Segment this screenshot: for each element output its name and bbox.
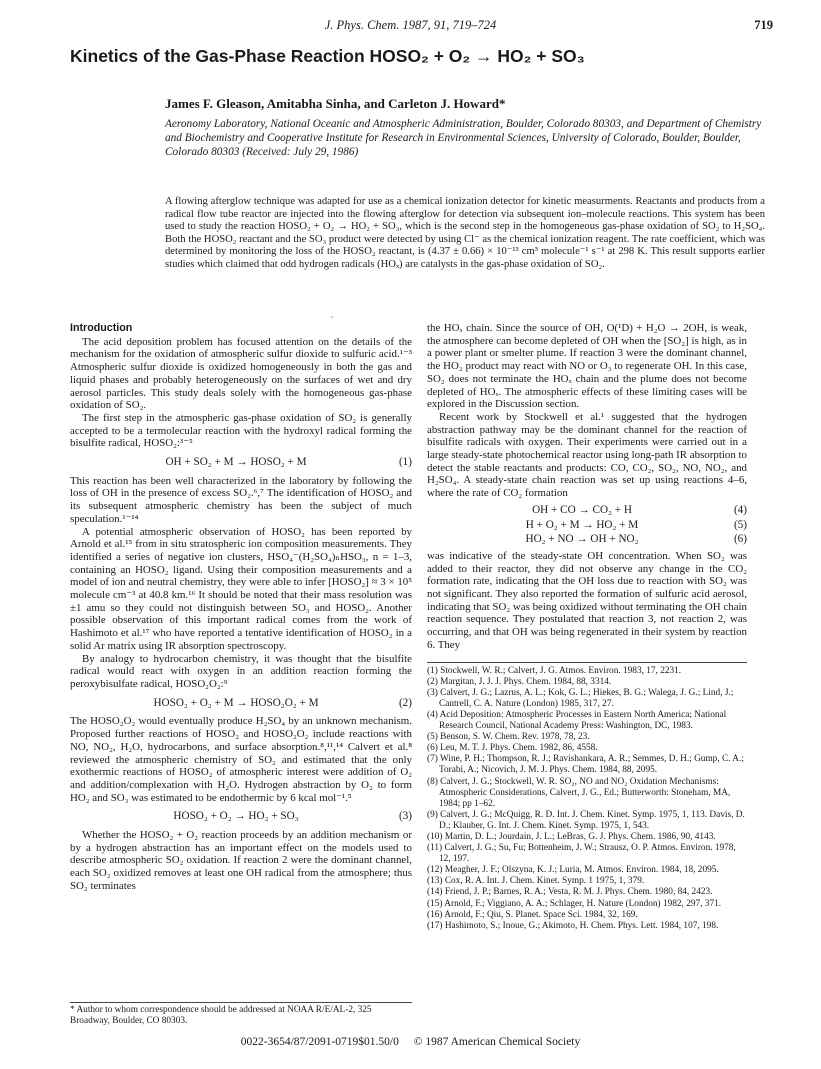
abstract: A flowing afterglow technique was adapted for use as a chemical ionization detector for kinetic measurments. Reactants and products from a radical flow tube reactor are injected into the flowing afterglow for detection via subsequent ion–molecule reactions. This system has been used to study the reaction HOSO₂ + O₂ → HO₂ + SO₃, which is the second step in the homogeneous gas-phase oxidation of SO₂ to H₂SO₄. Both the HOSO₂ reactant and the SO₃ product were detected by using Cl⁻ as the chemical ionization reagent. The rate coefficient, which was determined by monitoring the loss of the HOSO₂ reactant, is (4.37 ± 0.66) × 10⁻¹³ cm³ molecule⁻¹ s⁻¹ at 298 K. This result supports earlier studies which claimed that odd hydrogen radicals (HOₓ) are catalysts in the gas-phase oxidation of SO₂. xyxy=(165,196,765,270)
equation-5 xyxy=(427,519,747,532)
equation-number: (1) xyxy=(398,456,412,469)
article-title: Kinetics of the Gas-Phase Reaction HOSO₂ + O₂ → HO₂ + SO₃ xyxy=(70,46,585,66)
equation-number: (4) xyxy=(733,503,747,516)
equation-body: HOSO₂ + O₂ + M → HOSO₂O₂ + M xyxy=(153,696,319,709)
reference-item: (8) Calvert, J. G.; Stockwell, W. R. SO₂, NO and NO₂ Oxidation Mechanisms: Atmospheric Considerations, Calvert, J. G., Ed.; Butterworth: Stoneham, MA, 1984; pp 1–62. xyxy=(427,776,731,809)
affiliation: Aeronomy Laboratory, National Oceanic and Atmospheric Administration, Boulder, Colorado 80303, and Department of Chemistry and Biochemistry and Cooperative Institute for Research in Environmental Sciences, University of Colorado, Boulder, Boulder, Colorado 80303 (Received: July 29, 1986) xyxy=(165,118,762,158)
equation-1 xyxy=(70,456,412,469)
paragraph: This reaction has been well characterized in the laboratory by following the loss of OH in the presence of excess SO₂.⁶,⁷ The identification of HOSO₂ and its subsequent atmospheric chemistry has been the subject of much speculation.¹⁻¹⁴ xyxy=(70,474,412,525)
equation-2 xyxy=(70,697,412,710)
equation-body: OH + CO → CO₂ + H xyxy=(532,503,632,516)
reference-item: (17) Hashimoto, S.; Inoue, G.; Akimoto, H. Chem. Phys. Lett. 1984, 107, 198. xyxy=(427,920,719,931)
right-column xyxy=(427,322,747,932)
paragraph: Whether the HOSO₂ + O₂ reaction proceeds by an addition mechanism or by a hydrogen abstraction has an important effect on the models used to describe atmospheric SO₂ oxidation. If reaction 2 were the dominant channel, each SO₂ oxidized removes at least one OH radical from the atmosphere; thus SO₂ terminates xyxy=(70,829,412,892)
reference-item: (2) Margitan, J. J. J. Phys. Chem. 1984, 88, 3314. xyxy=(427,676,612,687)
reference-item: (16) Arnold, F.; Qiu, S. Planet. Space Sci. 1984, 32, 169. xyxy=(427,909,638,920)
reference-item: (11) Calvert, J. G.; Su, Fu; Bottenheim, J. W.; Strausz, O. P. Atmos. Environ. 1978, 12, 197. xyxy=(427,843,736,865)
paragraph: was indicative of the steady-state OH concentration. When SO₂ was added to their reactor, they did not observe any change in the CO₂ formation rate, indicating that the OH loss due to reaction with SO₂ was not significant. They also reported the formation of sulfuric acid aerosol, indicating that SO₂ was being oxidized without terminating the OH chain reaction sequence. They postulated that reaction 3, not reaction 2, was occurring, and that OH was being regenerated in their system by reaction 6. They xyxy=(427,549,747,651)
equation-number: (6) xyxy=(733,533,747,546)
reference-item: (4) Acid Deposition: Atmospheric Processes in Eastern North America; National Research Council, National Academy Press: Washington, DC, 1983. xyxy=(427,709,727,732)
reference-item: (1) Stockwell, W. R.; Calvert, J. G. Atmos. Environ. 1983, 17, 2231. xyxy=(427,665,682,676)
section-heading-introduction: Introduction xyxy=(70,322,133,334)
reference-item: (9) Calvert, J. G.; McQuigg, R. D. Int. J. Chem. Kinet. Symp. 1975, 1, 113. Davis, D. D.; Klauber, G. Int. J. Chem. Kinet. Symp. 1975, 1, 543. xyxy=(427,809,745,831)
page-footer xyxy=(0,1036,821,1048)
equation-6 xyxy=(427,533,747,546)
reference-item: (13) Cox, R. A. Int. J. Chem. Kinet. Symp. 1 1975, 1, 379. xyxy=(427,876,645,887)
equation-number: (3) xyxy=(398,810,412,823)
reference-item: (15) Arnold, F.; Viggiano, A. A.; Schlager, H. Nature (London) 1982, 297, 371. xyxy=(427,898,722,909)
equation-4 xyxy=(427,504,747,517)
paragraph: The first step in the atmospheric gas-phase oxidation of SO₂ is generally accepted to be a termolecular reaction with the hydroxyl radical forming the bisulfite radical, HOSO₂:³⁻⁵ xyxy=(70,411,412,450)
equation-body: H + O₂ + M → HO₂ + M xyxy=(525,518,639,531)
reference-item: (12) Meagher, J. F.; Olszyna, K. J.; Luria, M. Atmos. Environ. 1984, 18, 2095. xyxy=(427,865,719,876)
reference-item: (10) Martin, D. L.; Jourdain, J. L.; LeBras, G. J. Phys. Chem. 1986, 90, 4143. xyxy=(427,831,716,842)
running-head: J. Phys. Chem. 1987, 91, 719–724 xyxy=(324,18,497,32)
left-column xyxy=(70,322,412,893)
paragraph: A potential atmospheric observation of HOSO₂ has been reported by Arnold et al.¹⁵ from in situ stratospheric ion composition measurements. They identified a series of negative ion clusters, HSO₄⁻(H₂SO₄)ₙHSO₃, n = 1–3, containing an HOSO₂ ligand. Using their composition measurements and a model of ion and neutral chemistry, they were able to infer [HOSO₂] ≈ 3 × 10⁵ molecule cm⁻³ at 40.8 km.¹⁶ It should be noted that their mass resolution was ±1 amu so they could not distinguish between SO₃ and HOSO₂. Another possible observation of this important radical comes from the work of Hashimoto et al.¹⁷ who have reported a tentative identification of HOSO₂ in a solid Ar matrix using IR absorption spectroscopy. xyxy=(70,525,413,652)
paragraph: By analogy to hydrocarbon chemistry, it was thought that the bisulfite radical would react with oxygen in an addition reaction forming the peroxybisulfate radical, HOSO₂O₂:⁹ xyxy=(70,652,412,690)
reference-item: (3) Calvert, J. G.; Lazrus, A. L.; Kok, G. L.; Hiekes, B. G.; Walega, J. G.; Lind, J.; Cantrell, C. A. Nature (London) 1985, 317, 27. xyxy=(427,687,734,709)
author-list: James F. Gleason, Amitabha Sinha, and Carleton J. Howard* xyxy=(165,96,506,111)
equation-number: (5) xyxy=(733,518,747,531)
paragraph: The acid deposition problem has focused attention on the details of the mechanism for the oxidation of atmospheric sulfur dioxide to sulfuric acid.¹⁻³ Atmospheric sulfur dioxide is oxidized homogeneously in both the gas and liquid phases and probably heterogeneously on the surfaces of wet and dry aerosol particles. This study deals solely with the homogeneous gas-phase oxidation of SO₂. xyxy=(70,335,412,412)
reference-item: (14) Friend, J. P.; Barnes, R. A.; Vesta, R. M. J. Phys. Chem. 1980, 84, 2423. xyxy=(427,887,713,898)
page-number: 719 xyxy=(754,18,773,32)
issn-code: 0022-3654/87/2091-0719$01.50/0 xyxy=(240,1036,399,1048)
paragraph: The HOSO₂O₂ would eventually produce H₂SO₄ by an unknown mechanism. Proposed further reactions of HOSO₂ and HOSO₂O₂ include reactions with NO, NO₂, H₂O, hydrocarbons, and surface absorption.⁸,¹¹,¹⁴ Calvert et al.⁸ reviewed the atmospheric chemistry of SO₂ and estimated that the only exothermic reactions of HOSO₂ of atmospheric interest were addition of O₂ and addition/complexation with H₂O. Hydrogen abstraction by O₂ to form HO₂ and SO₃ was estimated to be endothermic by 6 kcal mol⁻¹.⁵ xyxy=(70,715,412,804)
paragraph: Recent work by Stockwell et al.¹ suggested that the hydrogen abstraction pathway may be the dominant channel for the reaction of bisulfite radicals with oxygen. Their experiments were carried out in a large steady-state photochemical reactor using long-path IR absorption to detect the stable reactants and products: CO, CO₂, SO₂, NO, NO₂, and H₂SO₄. A steady-state chain reaction was set up using reactions 4–6, where the rate of CO₂ formation xyxy=(427,410,747,500)
reference-list xyxy=(427,662,747,932)
paragraph: the HOₓ chain. Since the source of OH, O(¹D) + H₂O → 2OH, is weak, the atmosphere can become depleted of OH when the [SO₂] is high, as in a power plant or smelter plume. If reaction 3 were the dominant channel, the HO₂ product may react with NO or O₃ to regenerate OH. In this case, SO₂ does not terminate the HOₓ chain and the plume does not become depleted of HOₓ. The atmospheric effects of these limiting cases will be explored in the Discussion section. xyxy=(427,322,747,411)
equation-body: HO₂ + NO → OH + NO₂ xyxy=(525,533,639,546)
reference-item: (5) Benson, S. W. Chem. Rev. 1978, 78, 23. xyxy=(427,732,590,743)
copyright-notice: © 1987 American Chemical Society xyxy=(413,1036,581,1048)
author-footnote: * Author to whom correspondence should be addressed at NOAA R/E/AL-2, 325 Broadway, Boulder, CO 80303. xyxy=(70,1002,412,1027)
margin-mark: ` xyxy=(330,315,334,327)
reference-item: (7) Wine, P. H.; Thompson, R. J.; Ravishankara, A. R.; Semmes, D. H.; Gump, C. A.; Torabi, A.; Nicovich, J. M. J. Phys. Chem. 1984, 88, 2095. xyxy=(427,754,744,776)
equation-body: OH + SO₂ + M → HOSO₂ + M xyxy=(165,456,307,469)
equation-body: HOSO₂ + O₂ → HO₂ + SO₃ xyxy=(173,810,299,823)
reference-item: (6) Leu, M. T. J. Phys. Chem. 1982, 86, 4558. xyxy=(427,743,598,754)
equation-number: (2) xyxy=(398,696,412,709)
equation-3 xyxy=(70,810,412,823)
